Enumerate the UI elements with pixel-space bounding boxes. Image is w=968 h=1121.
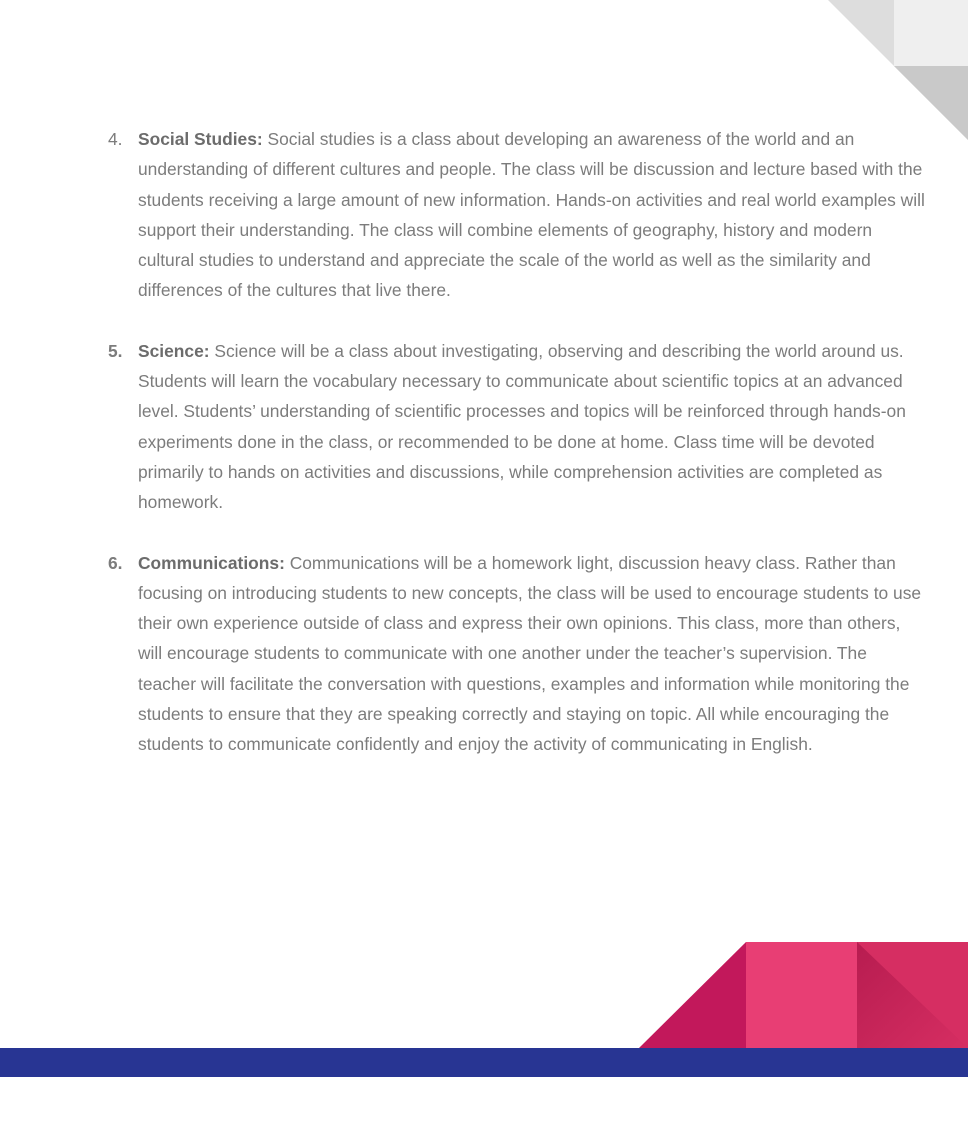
list-item-social-studies xyxy=(108,124,928,306)
corner-square xyxy=(894,0,968,66)
pink-square-light xyxy=(746,942,857,1048)
bottom-footer-decoration xyxy=(0,940,968,1080)
list-item-heading: Communications: xyxy=(138,552,285,573)
top-right-corner-decoration xyxy=(828,0,968,140)
list-item-heading: Social Studies: xyxy=(138,129,263,149)
list-item-body: Science will be a class about investigating, observing and describing the world around us. Students will learn the vocabulary necessary to communicate about scientific topics at an advanced level. Students’ understanding of scientific processes and topics will be reinforced through hands-on experiments done in the class, or recommended to be done at home. Class time will be devoted primarily to hands on activities and discussions, while comprehension activities are completed as homework. xyxy=(138,340,906,513)
list-item-heading: Science: xyxy=(138,340,210,361)
pink-triangle-left xyxy=(639,942,746,1048)
list-item-number: 6. xyxy=(108,552,123,573)
course-list xyxy=(0,124,968,790)
list-item-science xyxy=(108,336,928,518)
list-item-number: 5. xyxy=(108,340,123,361)
list-item-body: Social studies is a class about developing an awareness of the world and an understanding of different cultures and people. The class will be discussion and lecture based with the students receiving a large amount of new information. Hands-on activities and real world examples will support their understanding. The class will combine elements of geography, history and modern cultural studies to understand and appreciate the scale of the world as well as the similarity and differences of the cultures that live there. xyxy=(138,129,925,301)
list-item-communications xyxy=(108,548,928,760)
blue-footer-band xyxy=(0,1048,968,1077)
list-item-body: Communications will be a homework light, discussion heavy class. Rather than focusing on introducing students to new concepts, the class will be used to encourage students to use their own experience outside of class and express their own opinions. This class, more than others, will encourage students to communicate with one another under the teacher’s supervision. The teacher will facilitate the conversation with questions, examples and information while monitoring the students to ensure that they are speaking correctly and staying on topic. All while encouraging the students to communicate confidently and enjoy the activity of communicating in English. xyxy=(138,552,922,755)
list-item-number: 4. xyxy=(108,129,123,149)
